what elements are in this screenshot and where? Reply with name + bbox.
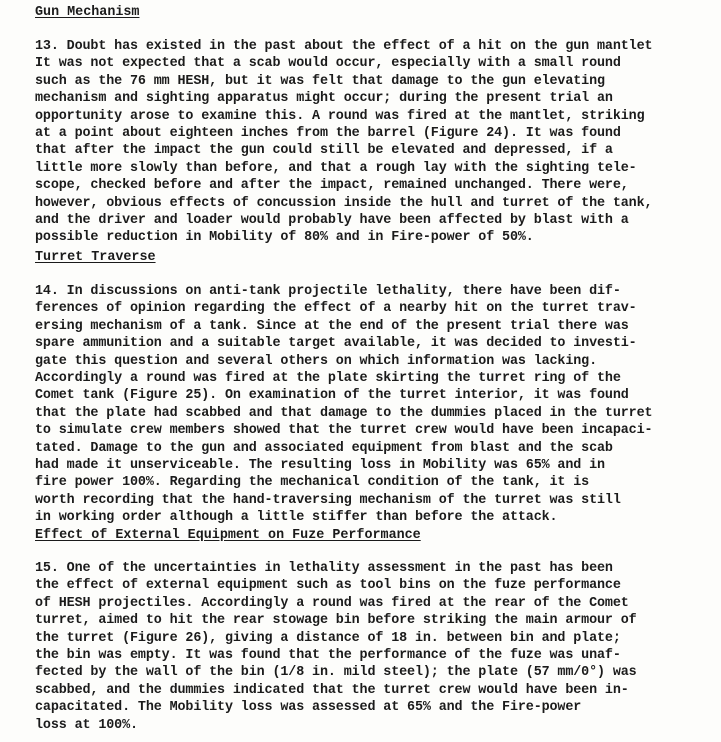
text-line: spare ammunition and a suitable target available, it was decided to investi- <box>35 336 637 352</box>
heading-external-equipment-fuze: Effect of External Equipment on Fuze Performance <box>35 528 421 543</box>
text-line: however, obvious effects of concussion inside the hull and turret of the tank, <box>35 195 653 211</box>
text-line: fire power 100%. Regarding the mechanical condition of the tank, it is <box>35 475 590 491</box>
text-line: that after the impact the gun could still be elevated and depressed, if a <box>35 143 613 159</box>
paragraph-15 <box>35 560 705 734</box>
text-line: of HESH projectiles. Accordingly a round was fired at the rear of the Comet <box>35 595 629 611</box>
text-line: Accordingly a round was fired at the plate skirting the turret ring of the <box>35 371 621 387</box>
text-line: little more slowly than before, and that a rough lay with the sighting tele- <box>35 160 637 176</box>
text-line: ferences of opinion regarding the effect of a nearby hit on the turret trav- <box>35 301 637 317</box>
text-line: worth recording that the hand-traversing mechanism of the turret was still <box>35 492 621 508</box>
text-line: such as the 76 mm HESH, but it was felt that damage to the gun elevating <box>35 73 605 89</box>
heading-turret-traverse: Turret Traverse <box>35 250 156 265</box>
text-line: gate this question and several others on which information was lacking. <box>35 353 598 369</box>
text-line: possible reduction in Mobility of 80% and in Fire-power of 50%. <box>35 230 534 246</box>
text-line: had made it unserviceable. The resulting loss in Mobility was 65% and in <box>35 458 605 474</box>
text-line: fected by the wall of the bin (1/8 in. mild steel); the plate (57 mm/0°) was <box>35 665 637 681</box>
text-line: and the driver and loader would probably have been affected by blast with a <box>35 213 629 229</box>
text-line: in working order although a little stiffer than before the attack. <box>35 510 558 526</box>
text-line: mechanism and sighting apparatus might occur; during the present trial an <box>35 91 613 107</box>
paragraph-14 <box>35 283 705 527</box>
text-line: the bin was empty. It was found that the performance of the fuze was unaf- <box>35 648 621 664</box>
text-line: scope, checked before and after the impact, remained unchanged. There were, <box>35 178 629 194</box>
heading-gun-mechanism: Gun Mechanism <box>35 5 140 20</box>
text-line: opportunity arose to examine this. A round was fired at the mantlet, striking <box>35 108 645 124</box>
text-line: 15. One of the uncertainties in lethality assessment in the past has been <box>35 561 613 576</box>
text-line: tated. Damage to the gun and associated equipment from blast and the scab <box>35 440 613 456</box>
text-line: the turret (Figure 26), giving a distance of 18 in. between bin and plate; <box>35 630 621 646</box>
text-line: that the plate had scabbed and that damage to the dummies placed in the turret <box>35 405 653 421</box>
text-line: It was not expected that a scab would occur, especially with a small round <box>35 56 621 72</box>
paragraph-13 <box>35 38 705 247</box>
text-line: Comet tank (Figure 25). On examination of the turret interior, it was found <box>35 388 629 404</box>
text-line: scabbed, and the dummies indicated that the turret crew would have been in- <box>35 682 629 698</box>
text-line: the effect of external equipment such as tool bins on the fuze performance <box>35 578 621 594</box>
text-line: at a point about eighteen inches from the barrel (Figure 24). It was found <box>35 126 621 142</box>
text-line: turret, aimed to hit the rear stowage bin before striking the main armour of <box>35 613 637 629</box>
text-line: 13. Doubt has existed in the past about the effect of a hit on the gun mantlet <box>35 39 653 54</box>
text-line: loss at 100%. <box>35 717 138 733</box>
text-line: to simulate crew members showed that the turret crew would have been incapaci- <box>35 423 653 439</box>
text-line: capacitated. The Mobility loss was assessed at 65% and the Fire-power <box>35 700 582 716</box>
text-line: 14. In discussions on anti-tank projectile lethality, there have been dif- <box>35 284 621 299</box>
text-line: ersing mechanism of a tank. Since at the end of the present trial there was <box>35 318 629 334</box>
